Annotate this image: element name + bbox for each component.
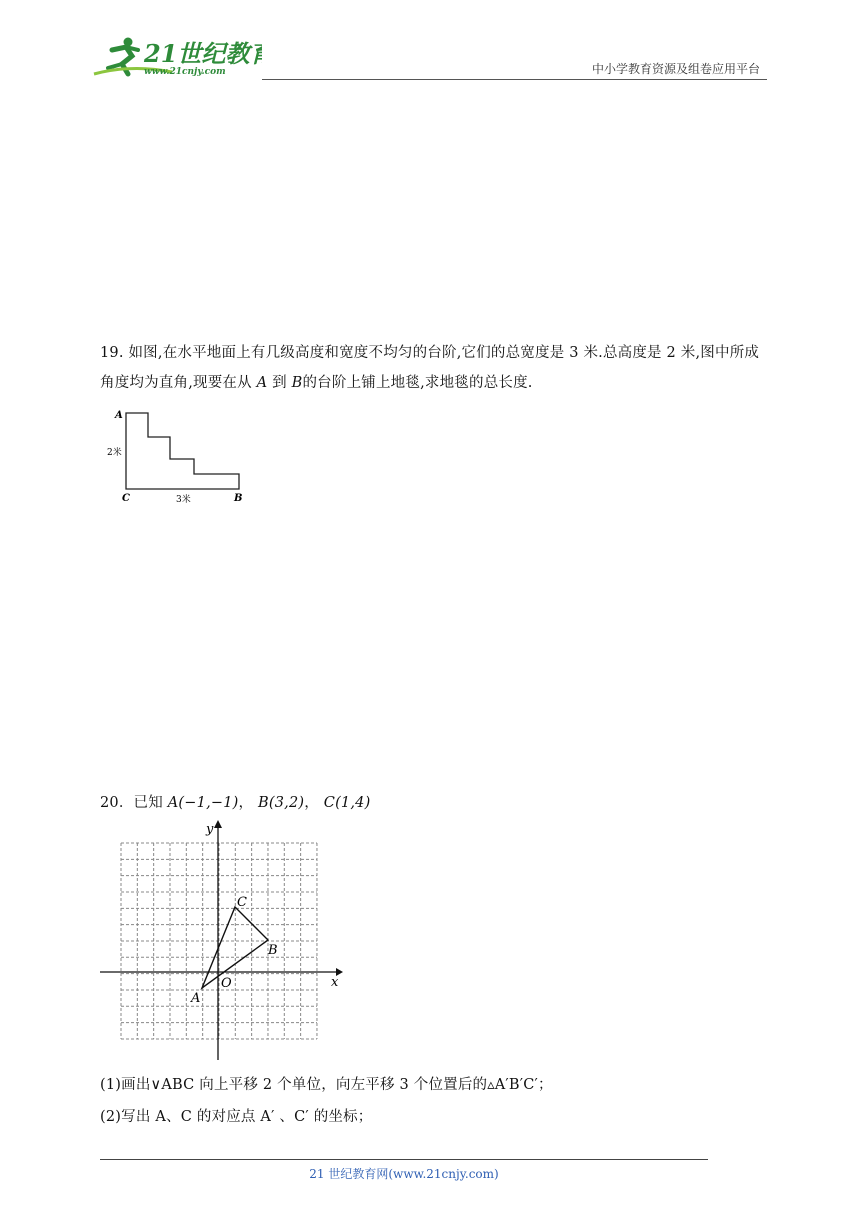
staircase-figure (100, 404, 260, 508)
grid-label-c: C (237, 895, 247, 910)
q19-text-line2a: 角度均为直角,现要在从 (100, 375, 252, 391)
site-logo (92, 34, 262, 80)
y-axis-label: y (206, 822, 214, 837)
q19-point-a: A (256, 375, 268, 391)
origin-label: O (221, 976, 232, 991)
q20-point-c: C(1,4) (323, 795, 371, 811)
q19-line1 (100, 338, 770, 368)
q20-point-a: A(−1,−1) (167, 795, 239, 811)
logo-text: 21世纪教育 (144, 39, 262, 68)
staircase-outline (126, 413, 239, 489)
header-platform-text: 中小学教育资源及组卷应用平台 (591, 62, 760, 76)
footer-divider (100, 1159, 708, 1160)
grid-label-a: A (191, 991, 201, 1006)
stair-width-label: 3米 (176, 495, 191, 505)
q20-subquestion-1: (1)画出∨ABC 向上平移 2 个单位，向左平移 3 个位置后的▵A′B′C′； (100, 1077, 553, 1093)
grid-label-b: B (268, 943, 278, 958)
stair-height-label: 2米 (107, 448, 122, 458)
stair-label-a: A (115, 410, 123, 421)
question-19 (100, 338, 770, 398)
q19-text-line2c: 的台阶上铺上地毯,求地毯的总长度. (302, 375, 533, 391)
q20-point-b: B(3,2) (258, 795, 305, 811)
q19-number: 19. (100, 345, 124, 361)
q19-point-b: B (291, 375, 303, 391)
q19-text-line1: 如图,在水平地面上有几级高度和宽度不均匀的台阶,它们的总宽度是 3 米.总高度是 2 米,图中所成 (128, 345, 760, 361)
y-axis-arrow-icon (214, 820, 222, 828)
header-divider (262, 79, 767, 80)
stair-label-c: C (122, 493, 130, 504)
stair-label-b: B (234, 493, 243, 504)
q20-subquestion-2: (2)写出 A、C 的对应点 A′ 、C′ 的坐标； (100, 1109, 373, 1125)
dashed-grid (121, 843, 317, 1039)
q20-separator: ， (304, 795, 319, 811)
footer-link[interactable]: 21 世纪教育网(www.21cnjy.com) (309, 1167, 499, 1181)
x-axis-label: x (331, 975, 339, 990)
q19-text-line2b: 到 (272, 375, 287, 391)
logo-url: www.21cnjy.com (144, 67, 226, 77)
q19-line2 (100, 368, 770, 398)
q20-number: 20．已知 (100, 795, 163, 811)
coordinate-grid-figure (96, 818, 346, 1064)
q20-separator: ， (238, 795, 254, 811)
question-20 (100, 788, 770, 818)
